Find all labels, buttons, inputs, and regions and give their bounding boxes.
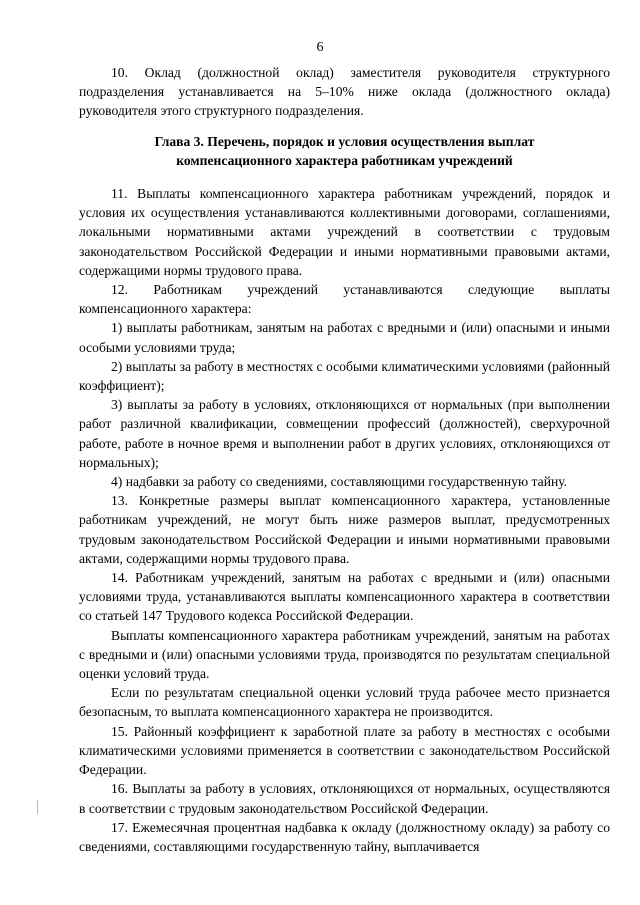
- paragraph-15: 15. Районный коэффициент к заработной плате за работу в местностях с особыми климатическими условиями применяется в соответствии с законодательством Российской Федерации.: [79, 723, 610, 778]
- paragraph-17: 17. Ежемесячная процентная надбавка к окладу (должностному окладу) за работу со сведениями, составляющими государственную тайну, выплачивается: [79, 819, 610, 854]
- paragraph-12-item-4: 4) надбавки за работу со сведениями, составляющими государственную тайну.: [111, 474, 568, 490]
- chapter-body: [79, 184, 610, 856]
- paragraph-14-part-3: Если по результатам специальной оценки условий труда рабочее место признается безопасным, то выплата компенсационного характера не производится.: [79, 685, 610, 720]
- paragraph-14-part-2: Выплаты компенсационного характера работникам учреждений, занятым на работах с вредными и (или) опасными условиями труда, производятся по результатам специальной оценки условий труда.: [79, 627, 610, 682]
- paragraph-12-item-2: 2) выплаты за работу в местностях с особыми климатическими условиями (районный коэффициент);: [79, 358, 610, 394]
- chapter-heading-line-2: компенсационного характера работникам учреждений: [176, 153, 513, 169]
- paragraph-12: 12. Работникам учреждений устанавливаются следующие выплаты компенсационного характера:: [79, 282, 610, 317]
- paragraph-10: 10. Оклад (должностной оклад) заместителя руководителя структурного подразделения устанавливается на 5–10% ниже оклада (должностного оклада) руководителя этого структурного подразделения.: [79, 65, 610, 119]
- chapter-heading-line-1: Глава 3. Перечень, порядок и условия осуществления выплат: [154, 134, 535, 149]
- paragraph-12-item-3: 3) выплаты за работу в условиях, отклоняющихся от нормальных (при выполнении работ различной квалификации, совмещении профессий (должностей), сверхурочной работе, работе в ночное время и выполнении работ в других условиях, отклоняющихся от нормальных);: [79, 397, 610, 470]
- section-intro: [79, 63, 610, 121]
- paragraph-11: 11. Выплаты компенсационного характера работникам учреждений, порядок и условия их осуществления устанавливаются коллективными договорами, соглашениями, локальными нормативными актами учреждений в соответствии с трудовым законодательством Российской Федерации и иными нормативными правовыми актами, содержащими нормы трудового права.: [79, 186, 610, 278]
- paragraph-13: 13. Конкретные размеры выплат компенсационного характера, установленные работникам учреждений, не могут быть ниже размеров выплат, предусмотренных трудовым законодательством Российской Федерации и иными нормативными правовыми актами, содержащими нормы трудового права.: [79, 493, 610, 566]
- paragraph-14: 14. Работникам учреждений, занятым на работах с вредными и (или) опасными условиями труда, устанавливаются выплаты компенсационного характера в соответствии со статьей 147 Трудового кодекса Российской Федерации.: [79, 570, 610, 624]
- paragraph-16: 16. Выплаты за работу в условиях, отклоняющихся от нормальных, осуществляются в соответствии с трудовым законодательством Российской Федерации.: [79, 781, 610, 816]
- chapter-heading: [79, 132, 610, 170]
- margin-mark: [37, 800, 38, 814]
- paragraph-12-item-1: 1) выплаты работникам, занятым на работах с вредными и (или) опасными и иными особыми условиями труда;: [79, 320, 610, 355]
- page-number: 6: [316, 40, 324, 55]
